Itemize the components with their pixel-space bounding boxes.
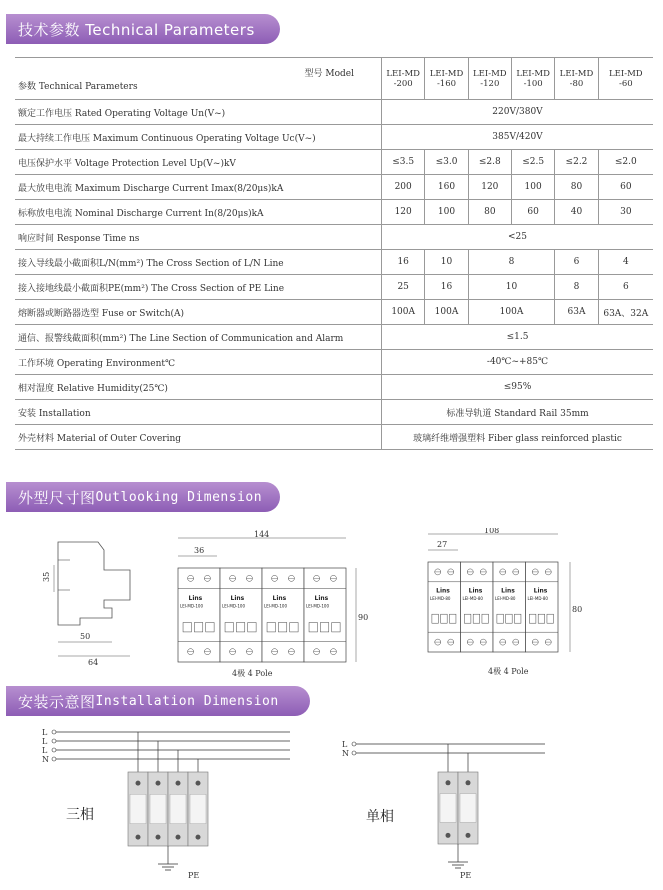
param-name: 熔断器或断路器选型 Fuse or Switch(A): [15, 300, 382, 325]
param-value: 160: [425, 175, 468, 200]
model-suffix: -80: [569, 78, 584, 89]
section-outlooking-dimension: [6, 482, 280, 512]
table-row: [15, 350, 653, 375]
pe-label-single: PE: [460, 871, 472, 880]
param-value: 25: [382, 275, 425, 300]
param-value: -40℃~+85℃: [382, 350, 654, 375]
param-value: 16: [382, 250, 425, 275]
table-row: [15, 175, 653, 200]
model-header: [511, 58, 554, 100]
table-row: [15, 125, 653, 150]
caption-b: 4极 4 Pole: [488, 667, 529, 676]
four-pole-diagram-a: [170, 530, 385, 682]
param-value: 80: [555, 175, 598, 200]
spd-device: [148, 741, 168, 846]
section-installation-dimension: [6, 686, 310, 716]
spd-device: [458, 753, 478, 844]
pole-module: [428, 562, 461, 652]
param-name: 额定工作电压 Rated Operating Voltage Un(V~): [15, 100, 382, 125]
param-value: 4: [598, 250, 653, 275]
spd-device: [128, 732, 148, 846]
model-label: 型号 Model: [304, 68, 354, 79]
section-title-en: Installation Dimension: [95, 693, 279, 709]
three-phase-label: 三相: [66, 807, 94, 823]
line-label: L: [42, 746, 48, 755]
model-header: [425, 58, 468, 100]
model-suffix: -100: [523, 78, 543, 89]
spd-device: [188, 759, 208, 846]
param-value: 60: [511, 200, 554, 225]
param-value: 385V/420V: [382, 125, 654, 150]
model-text: LEI-MD-80: [462, 595, 483, 601]
line-label: L: [342, 740, 348, 749]
table-row: [15, 275, 653, 300]
param-value: 100A: [425, 300, 468, 325]
section-title: 技术参数 Technical Parameters: [18, 20, 255, 39]
pole-module: [526, 562, 559, 652]
spd-device: [438, 744, 458, 844]
param-value: 10: [468, 275, 555, 300]
param-value: 63A、32A: [598, 300, 653, 325]
line-label: N: [342, 749, 349, 758]
caption-a: 4极 4 Pole: [232, 669, 273, 678]
param-value: 10: [425, 250, 468, 275]
line-label: L: [42, 737, 48, 746]
table-row: [15, 400, 653, 425]
pole-module: [262, 568, 304, 662]
pole-module: [493, 562, 526, 652]
model-text: LEI-MD-80: [527, 595, 548, 601]
pole-module: [304, 568, 346, 662]
table-row: [15, 150, 653, 175]
model-name: LEI-MD: [429, 68, 464, 79]
table-row: [15, 225, 653, 250]
param-value: ≤2.5: [511, 150, 554, 175]
brand-logo: Lins: [501, 587, 515, 595]
pe-label-three: PE: [188, 871, 200, 880]
model-name: LEI-MD: [516, 68, 550, 79]
param-value: 8: [468, 250, 555, 275]
width-label-b: 108: [484, 528, 500, 535]
param-value: 6: [598, 275, 653, 300]
section-title-en: Outlooking Dimension: [95, 489, 263, 505]
param-name: 外壳材料 Material of Outer Covering: [15, 425, 382, 450]
param-name: 相对湿度 Relative Humidity(25℃): [15, 375, 382, 400]
brand-logo: Lins: [533, 587, 548, 595]
side-total-label: 64: [88, 658, 99, 667]
table-row: [15, 300, 653, 325]
param-value: 120: [382, 200, 425, 225]
table-row: [15, 200, 653, 225]
brand-logo: Lins: [468, 587, 483, 595]
line-label: L: [42, 728, 48, 737]
param-value: ≤95%: [382, 375, 654, 400]
param-name: 安装 Installation: [15, 400, 382, 425]
param-value: 16: [425, 275, 468, 300]
side-height-label: 35: [42, 571, 51, 582]
height-label-b: 80: [572, 605, 583, 614]
param-name: 接入接地线最小截面积PE(mm²) The Cross Section of PE Line: [15, 275, 382, 300]
module-label-a: 36: [194, 546, 205, 555]
param-value: 220V/380V: [382, 100, 654, 125]
table-row: [15, 425, 653, 450]
param-name: 接入导线最小截面积L/N(mm²) The Cross Section of L/N Line: [15, 250, 382, 275]
param-value: 100A: [382, 300, 425, 325]
table-row: [15, 250, 653, 275]
section-title-zh: 外型尺寸图: [18, 488, 96, 507]
model-text: LEI-MD-100: [306, 603, 329, 609]
brand-logo: Lins: [436, 587, 450, 595]
pole-module: [461, 562, 494, 652]
param-value: 60: [598, 175, 653, 200]
table-row: [15, 325, 653, 350]
param-value: 100: [425, 200, 468, 225]
param-value: 40: [555, 200, 598, 225]
param-value: 30: [598, 200, 653, 225]
pole-module: [220, 568, 262, 662]
model-suffix: -120: [480, 78, 500, 89]
side-view-diagram: [40, 530, 140, 670]
table-row: [15, 375, 653, 400]
model-text: LEI-MD-100: [222, 603, 245, 609]
param-value: ≤2.8: [468, 150, 511, 175]
param-value: 100: [511, 175, 554, 200]
param-value: 80: [468, 200, 511, 225]
param-value: 63A: [555, 300, 598, 325]
height-label-a: 90: [358, 613, 369, 622]
brand-logo: Lins: [188, 594, 203, 602]
table-row: [15, 100, 653, 125]
section-technical-parameters: [6, 14, 280, 44]
brand-logo: Lins: [272, 594, 287, 602]
parameters-table: [15, 57, 653, 450]
param-value: 100A: [468, 300, 555, 325]
param-value: 6: [555, 250, 598, 275]
model-header: [598, 58, 653, 100]
model-header: [468, 58, 511, 100]
width-label-a: 144: [254, 530, 270, 539]
table-header-row: [15, 58, 653, 100]
param-value: ≤3.5: [382, 150, 425, 175]
model-name: LEI-MD: [386, 68, 420, 79]
single-phase-label: 单相: [366, 809, 394, 825]
pole-module: [178, 568, 220, 662]
module-label-b: 27: [437, 540, 448, 549]
param-value: ≤2.2: [555, 150, 598, 175]
param-value: 玻璃纤维增强塑料 Fiber glass reinforced plastic: [382, 425, 654, 450]
param-name: 响应时间 Response Time ns: [15, 225, 382, 250]
model-name: LEI-MD: [473, 68, 507, 79]
param-name: 标称放电电流 Nominal Discharge Current In(8/20μs)kA: [15, 200, 382, 225]
model-text: LEI-MD-80: [495, 595, 516, 601]
header-label-cell: [15, 58, 382, 100]
brand-logo: Lins: [230, 594, 245, 602]
param-value: 120: [468, 175, 511, 200]
model-header: [555, 58, 598, 100]
line-label: N: [42, 755, 49, 764]
model-header: [382, 58, 425, 100]
spd-device: [168, 750, 188, 846]
param-name: 通信、报警线截面积(mm²) The Line Section of Communication and Alarm: [15, 325, 382, 350]
model-text: LEI-MD-100: [264, 603, 287, 609]
model-name: LEI-MD: [559, 68, 594, 79]
param-name: 电压保护水平 Voltage Protection Level Up(V~)kV: [15, 150, 382, 175]
param-name: 最大放电电流 Maximum Discharge Current Imax(8/20μs)kA: [15, 175, 382, 200]
side-depth-label: 50: [80, 632, 91, 641]
four-pole-diagram-b: [420, 528, 590, 680]
param-value: ≤2.0: [598, 150, 653, 175]
param-value: 8: [555, 275, 598, 300]
model-suffix: -60: [618, 78, 633, 89]
param-value: 标准导轨道 Standard Rail 35mm: [382, 400, 654, 425]
param-value: <25: [382, 225, 654, 250]
param-value: ≤1.5: [382, 325, 654, 350]
model-suffix: -160: [436, 78, 457, 89]
section-title-zh: 安装示意图: [18, 692, 96, 711]
model-text: LEI-MD-100: [180, 603, 203, 609]
model-text: LEI-MD-80: [430, 595, 451, 601]
param-label: 参数 Technical Parameters: [18, 81, 138, 92]
brand-logo: Lins: [314, 594, 329, 602]
param-name: 工作环境 Operating Environment℃: [15, 350, 382, 375]
model-name: LEI-MD: [609, 68, 643, 79]
param-value: ≤3.0: [425, 150, 468, 175]
model-suffix: -200: [393, 78, 413, 89]
param-value: 200: [382, 175, 425, 200]
param-name: 最大持续工作电压 Maximum Continuous Operating Voltage Uc(V~): [15, 125, 382, 150]
